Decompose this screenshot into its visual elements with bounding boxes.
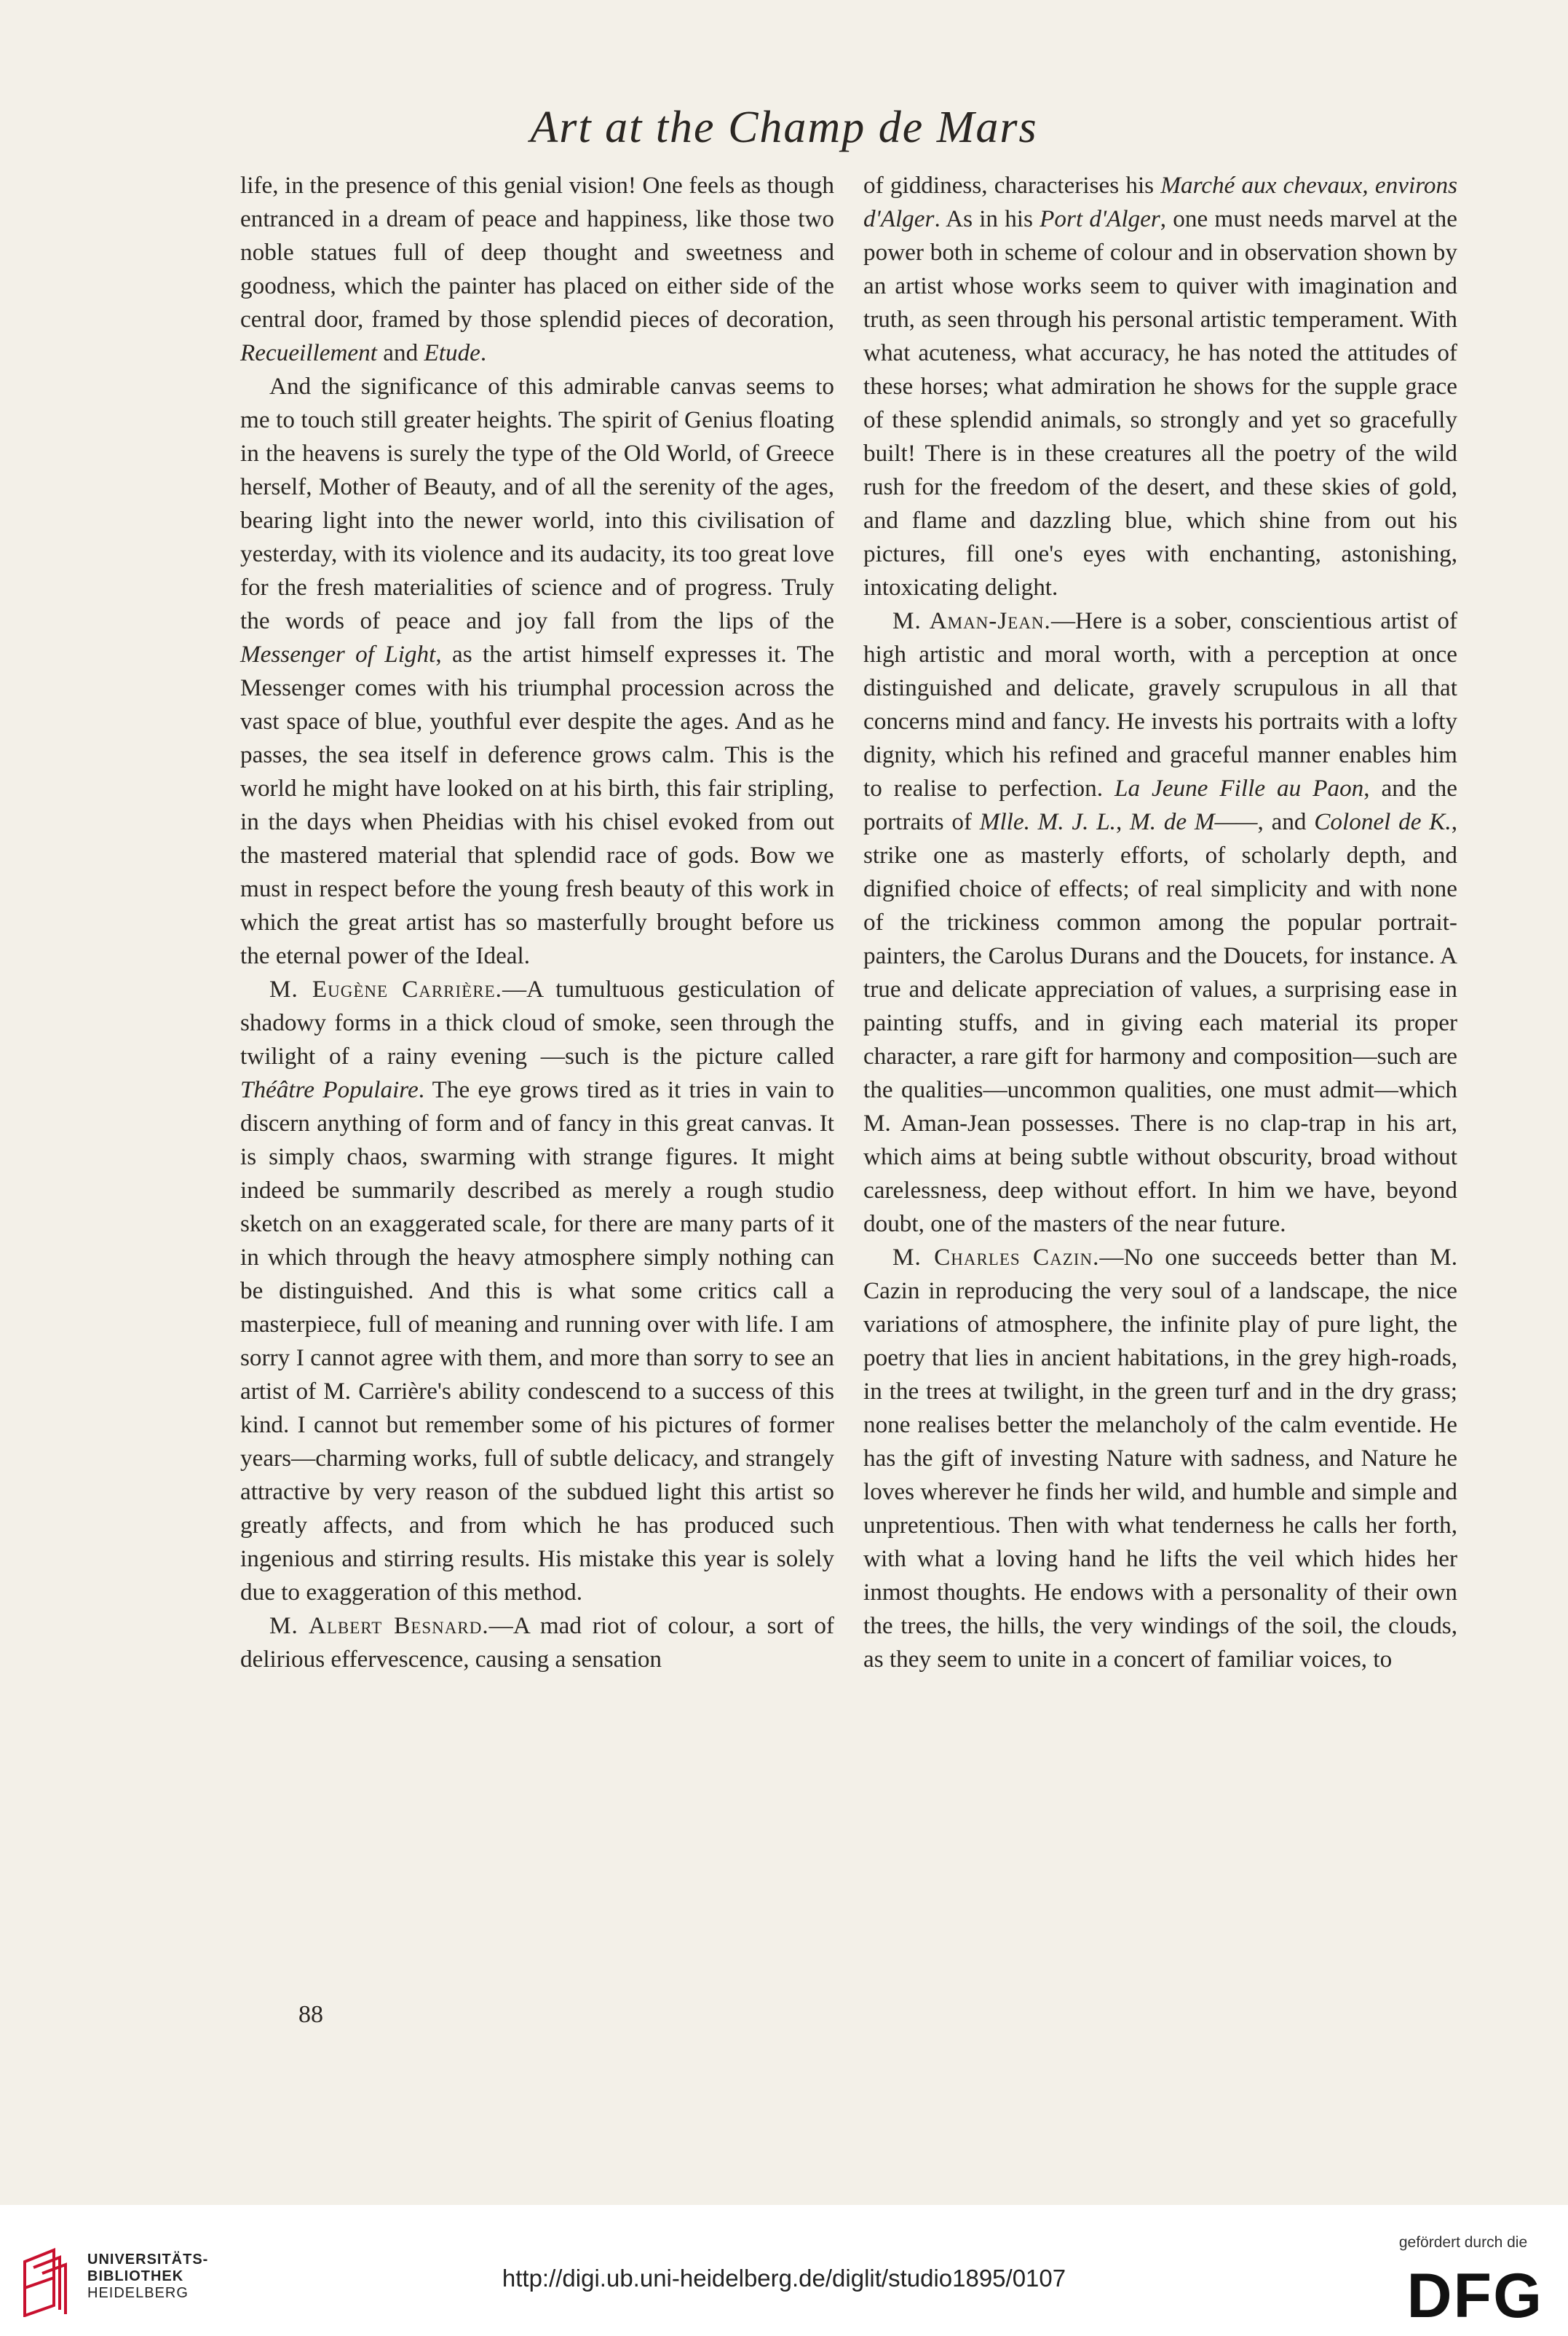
text-run: . bbox=[480, 339, 487, 366]
dfg-logo-icon: DFG bbox=[1406, 2261, 1543, 2331]
artwork-title: Marché aux chevaux, environs d'Alger bbox=[863, 172, 1457, 232]
library-name-line: UNIVERSITÄTS- bbox=[87, 2252, 209, 2268]
paragraph bbox=[863, 604, 1457, 1241]
source-url-link[interactable]: http://digi.ub.uni-heidelberg.de/diglit/studio1895/0107 bbox=[502, 2265, 1066, 2292]
artwork-title: Recueillement bbox=[240, 339, 377, 366]
library-name-line: HEIDELBERG bbox=[87, 2285, 189, 2301]
text-run: —A mad riot of colour, a sort of delirious effervescence, causing a sensation bbox=[240, 1612, 834, 1673]
paragraph bbox=[240, 370, 834, 973]
text-column-right bbox=[863, 169, 1457, 1676]
paragraph bbox=[863, 1241, 1457, 1676]
artwork-title: Mlle. M. J. L. bbox=[979, 808, 1116, 835]
paragraph bbox=[240, 973, 834, 1609]
text-run: , as the artist himself expresses it. The Messenger comes with his triumphal procession across the vast space of blue, youthful ever despite the ages. And as he passes, the sea itself in deference grows calm. This is the world he might have looked on at his birth, this fair stripling, in the days when Pheidias with his chisel evoked from out the mastered material that splendid race of gods. Bow we must in respect before the young fresh beauty of this work in which the great artist has so masterfully brought before us the eternal power of the Ideal. bbox=[240, 641, 834, 969]
paragraph bbox=[863, 169, 1457, 604]
artwork-title: Etude bbox=[424, 339, 480, 366]
text-run: , bbox=[1115, 808, 1131, 835]
text-run: of giddiness, characterises his bbox=[863, 172, 1161, 199]
artwork-title: Colonel de K. bbox=[1314, 808, 1452, 835]
text-run: . As in his bbox=[934, 205, 1040, 232]
text-column-left bbox=[240, 169, 834, 1676]
artwork-title: M. de M—— bbox=[1130, 808, 1258, 835]
page-number: 88 bbox=[298, 2001, 323, 2028]
artist-name: M. Eugène Carrière. bbox=[269, 976, 502, 1003]
text-run: , and the portraits of bbox=[863, 775, 1457, 835]
artist-name: M. Charles Cazin. bbox=[892, 1244, 1100, 1271]
text-run: , one must needs marvel at the power both in scheme of colour and in observation shown by an artist whose works seem to quiver with imagination and truth, as seen through his personal artistic temperament. With what acuteness, what accuracy, he has noted the attitudes of these horses; what admiration he shows for the supple grace of these splendid animals, so strongly and yet so gracefully built! There is in these creatures all the poetry of the wild rush for the freedom of the desert, and these skies of gold, and flame and dazzling blue, which shine from out his pictures, fill one's eyes with enchanting, astonishing, intoxicating delight. bbox=[863, 205, 1457, 601]
artist-name: M. Albert Besnard. bbox=[269, 1612, 489, 1639]
digitization-footer bbox=[0, 2205, 1568, 2336]
text-run: And the significance of this admirable canvas seems to me to touch still greater heights. The spirit of Genius floating in the heavens is surely the type of the Old World, of Greece herself, Mother of Beauty, and of all the serenity of the ages, bearing light into the newer world, into this civilisation of yesterday, with its violence and its audacity, its too great love for the fresh materialities of science and of progress. Truly the words of peace and joy fall from the lips of the bbox=[240, 373, 834, 634]
funding-note: gefördert durch die bbox=[1398, 2234, 1528, 2251]
paragraph bbox=[240, 1609, 834, 1676]
artist-name: M. Aman-Jean. bbox=[892, 607, 1051, 634]
running-title: Art at the Champ de Mars bbox=[530, 103, 1038, 152]
artwork-title: La Jeune Fille au Paon bbox=[1114, 775, 1364, 802]
text-run: , strike one as masterly efforts, of scholarly depth, and dignified choice of effects; of real simplicity and with none of the trickiness common among the popular portrait-painters, the Carolus Durans and the Doucets, for instance. A true and delicate appreciation of values, a surprising ease in painting stuffs, and in giving each material its proper character, a rare gift for harmony and composition—such are the qualities—uncommon qualities, one must admit—which M. Aman-Jean possesses. There is no clap-trap in his art, which aims at being subtle without obscurity, broad without carelessness, deep without effort. In him we have, beyond doubt, one of the masters of the near future. bbox=[863, 808, 1457, 1237]
artwork-title: Théâtre Populaire bbox=[240, 1076, 419, 1103]
text-run: , and bbox=[1257, 808, 1315, 835]
artwork-title: Messenger of Light bbox=[240, 641, 436, 668]
text-run: —Here is a sober, conscientious artist of high artistic and moral worth, with a perception at once distinguished and delicate, gravely scrupulous in all that concerns mind and fancy. He invests his portraits with a lofty dignity, which his refined and graceful manner enables him to realise to perfection. bbox=[863, 607, 1457, 802]
library-name-line: BIBLIOTHEK bbox=[87, 2268, 184, 2284]
text-run: —A tumultuous gesticulation of shadowy forms in a thick cloud of smoke, seen through the twilight of a rainy evening —such is the picture called bbox=[240, 976, 834, 1070]
paragraph bbox=[240, 169, 834, 370]
text-run: . The eye grows tired as it tries in vain to discern anything of form and of fancy in this great canvas. It is simply chaos, swarming with strange figures. It might indeed be summarily described as merely a rough studio sketch on an exaggerated scale, for there are many parts of it in which through the heavy atmosphere simply nothing can be distinguished. And this is what some critics call a masterpiece, full of meaning and running over with life. I am sorry I cannot agree with them, and more than sorry to see an artist of M. Carrière's ability condescend to a success of this kind. I cannot but remember some of his pictures of former years—charming works, full of subtle delicacy, and strangely attractive by very reason of the subdued light this artist so greatly affects, and from which he has produced such ingenious and stirring results. His mistake this year is solely due to exaggeration of this method. bbox=[240, 1076, 834, 1606]
text-run: life, in the presence of this genial vision! One feels as though entranced in a dream of peace and happiness, like those two noble statues full of deep thought and sweetness and goodness, which the painter has placed on either side of the central door, framed by those splendid pieces of decoration, bbox=[240, 172, 834, 333]
text-run: and bbox=[376, 339, 424, 366]
text-run: —No one succeeds better than M. Cazin in reproducing the very soul of a landscape, the nice variations of atmosphere, the infinite play of pure light, the poetry that lies in ancient habitations, in the grey high-roads, in the trees at twilight, in the green turf and in the dry grass; none realises better the melancholy of the calm eventide. He has the gift of investing Nature with sadness, and Nature he loves wherever he finds her wild, and humble and simple and unpretentious. Then with what tenderness he calls her forth, with what a loving hand he lifts the veil which hides her inmost thoughts. He endows with a personality of their own the trees, the hills, the very windings of the soil, the clouds, as they seem to unite in a concert of familiar voices, to bbox=[863, 1244, 1457, 1673]
artwork-title: Port d'Alger bbox=[1040, 205, 1160, 232]
